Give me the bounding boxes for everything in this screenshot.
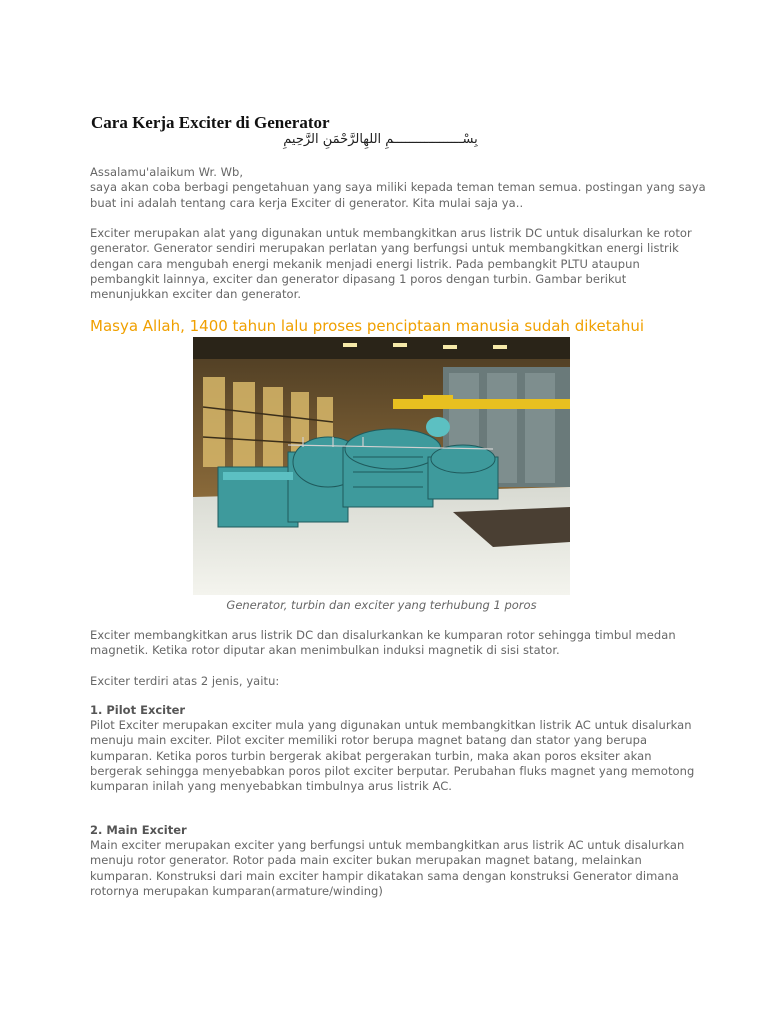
main-exciter-paragraph [90, 838, 690, 899]
pilot-line: kumparan inilah yang menyebabkan timbulnya arus listrik AC. [90, 779, 452, 794]
types-intro: Exciter terdiri atas 2 jenis, yaitu: [90, 674, 280, 688]
intro-line: saya akan coba berbagi pengetahuan yang saya miliki kepada teman teman semua. postingan yang saya [90, 180, 706, 195]
main-line: Main exciter merupakan exciter yang berfungsi untuk membangkitkan arus listrik AC untuk disalurkan [90, 838, 685, 852]
intro-line: buat ini adalah tentang cara kerja Exciter di generator. Kita mulai saja ya.. [90, 195, 524, 210]
article-title: Cara Kerja Exciter di Generator [91, 113, 330, 132]
pilot-exciter-heading: 1. Pilot Exciter [90, 703, 186, 717]
main-line: rotornya merupakan kumparan(armature/winding) [90, 883, 383, 898]
intro-line: Assalamu'alaikum Wr. Wb, [90, 165, 244, 179]
dc-line: magnetik. Ketika rotor diputar akan menimbulkan induksi magnetik di sisi stator. [90, 643, 560, 658]
definition-line: generator. Generator sendiri merupakan perlatan yang berfungsi untuk membangkitkan energi listrik [90, 241, 679, 256]
pilot-line: menuju main exciter. Pilot exciter memiliki rotor berupa magnet batang dan stator yang berupa [90, 733, 648, 748]
main-exciter-heading: 2. Main Exciter [90, 823, 187, 837]
pilot-exciter-paragraph [90, 718, 695, 794]
photo-caption: Generator, turbin dan exciter yang terhubung 1 poros [226, 598, 537, 612]
pilot-line: kumparan. Ketika poros turbin bergerak akibat pergerakan turbin, maka akan poros eksiter akan [90, 748, 652, 763]
definition-line: dengan cara mengubah energi mekanik menjadi energi listrik. Pada pembangkit PLTU ataupun [90, 256, 640, 271]
definition-line: menunjukkan exciter dan generator. [90, 287, 302, 302]
power-plant-illustration [193, 337, 570, 595]
pilot-line: Pilot Exciter merupakan exciter mula yang digunakan untuk membangkitkan listrik AC untuk disalurkan [90, 718, 692, 732]
intro-paragraph [90, 165, 706, 211]
definition-line: Exciter merupakan alat yang digunakan untuk membangkitkan arus listrik DC untuk disalurkan ke rotor [90, 226, 692, 240]
dc-paragraph [90, 628, 690, 659]
highlight-link[interactable]: Masya Allah, 1400 tahun lalu proses penciptaan manusia sudah diketahui [90, 317, 645, 335]
dc-line: Exciter membangkitkan arus listrik DC dan disalurkankan ke kumparan rotor sehingga timbul medan [90, 628, 676, 642]
pilot-line: bergerak sehingga menyebabkan poros pilot exciter berputar. Perubahan fluks magnet yang memotong [90, 763, 695, 778]
generator-photo [193, 337, 570, 595]
basmala-text: بِسْــــــــــــــــــمِ اللهِالرَّحْمَنِ الرَّحِيمِ [283, 132, 478, 147]
main-line: menuju rotor generator. Rotor pada main exciter bukan merupakan magnet batang, melainkan [90, 853, 642, 868]
definition-paragraph [90, 226, 690, 302]
main-line: kumparan. Konstruksi dari main exciter hampir dikatakan sama dengan konstruksi Generator dimana [90, 868, 679, 883]
definition-line: pembangkit lainnya, exciter dan generator dipasang 1 poros dengan turbin. Gambar berikut [90, 271, 627, 286]
